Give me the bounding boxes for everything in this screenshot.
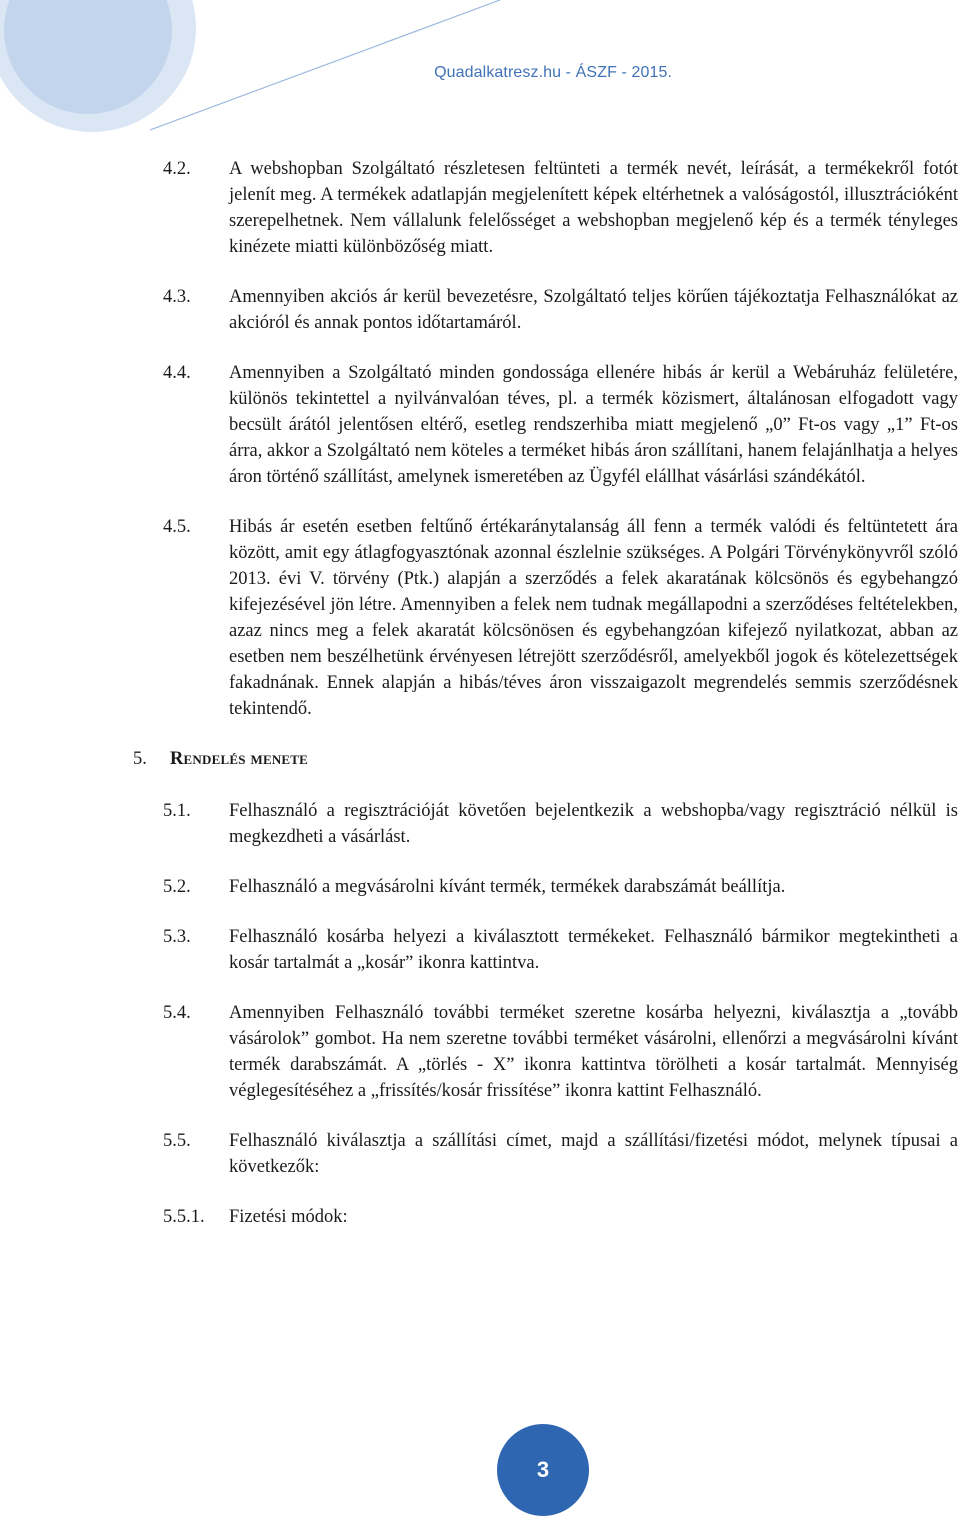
clause-number: 4.5. bbox=[163, 517, 191, 537]
clause-number: 5.5. bbox=[163, 1131, 191, 1151]
section-heading-5 bbox=[133, 746, 958, 772]
clause-5-5 bbox=[163, 1128, 958, 1180]
clause-5-5-1 bbox=[163, 1204, 958, 1230]
clause-text: Felhasználó a megvásárolni kívánt termék, termékek darabszámát beállítja. bbox=[229, 877, 786, 897]
clause-4-2 bbox=[163, 156, 958, 260]
clause-number: 5.4. bbox=[163, 1003, 191, 1023]
clause-text: Amennyiben Felhasználó további terméket szeretne kosárba helyezni, kiválasztja a „tovább vásárolok” gombot. Ha nem szeretne további terméket vásárolni, ellenőrzi a megvásárolni kívánt termék darabszámát. A „törlés - X” ikonra kattintva törölheti a kosár tartalmát. Mennyiség véglegesítéséhez a „frissítés/kosár frissítése” ikonra kattint Felhasználó. bbox=[229, 1003, 958, 1101]
clause-text: Felhasználó kosárba helyezi a kiválasztott termékeket. Felhasználó bármikor megtekintheti a kosár tartalmát a „kosár” ikonra kattintva. bbox=[229, 927, 958, 973]
clause-text: Amennyiben a Szolgáltató minden gondossága ellenére hibás ár kerül a Webáruház felületére, különös tekintettel a nyilvánvalóan téves, pl. a termék közismert, általánosan elfogadott vagy becsült árától jelentősen eltérő, esetleg rendszerhiba miatt megjelenő „0” Ft-os vagy „1” Ft-os árra, akkor a Szolgáltató nem köteles a terméket hibás áron szállítani, hanem felajánlhatja a helyes áron történő szállítást, amelynek ismeretében az Ügyfél elállhat vásárlási szándékától. bbox=[229, 363, 958, 487]
clause-text: Felhasználó kiválasztja a szállítási címet, majd a szállítási/fizetési módot, melynek típusai a következők: bbox=[229, 1131, 958, 1177]
clause-text: Fizetési módok: bbox=[229, 1207, 348, 1227]
header-decoration bbox=[0, 0, 960, 170]
clause-number: 5.1. bbox=[163, 801, 191, 821]
clause-5-2 bbox=[163, 874, 958, 900]
clause-text: Amennyiben akciós ár kerül bevezetésre, Szolgáltató teljes körűen tájékoztatja Felhasználókat az akcióról és annak pontos időtartamáról. bbox=[229, 287, 958, 333]
clause-text: Hibás ár esetén esetben feltűnő értékaránytalanság áll fenn a termék valódi és feltüntetett ára között, amit egy átlagfogyasztónak azonnal észlelnie szükséges. A Polgári Törvénykönyvről szóló 2013. évi V. törvény (Ptk.) alapján a szerződés a felek akaratának kölcsönös és egybehangzó kifejezésével jön létre. Amennyiben a felek nem tudnak megállapodni a szerződéses feltételekben, azaz nincs meg a felek akaratát kölcsönösen és egybehangzóan kifejező nyilatkozat, abban az esetben nem beszélhetünk érvényesen létrejött szerződésről, amelyekből jogok és kötelezettségek fakadnának. Ennek alapján a hibás/téves áron visszaigazolt megrendelés semmis szerződésnek tekintendő. bbox=[229, 517, 958, 719]
section-number: 5. bbox=[133, 749, 147, 769]
clause-number: 5.5.1. bbox=[163, 1207, 205, 1227]
clause-number: 4.4. bbox=[163, 363, 191, 383]
page-number-badge bbox=[497, 1424, 589, 1516]
clause-text: Felhasználó a regisztrációját követően bejelentkezik a webshopba/vagy regisztráció nélkül is megkezdheti a vásárlást. bbox=[229, 801, 958, 847]
clause-4-5 bbox=[163, 514, 958, 722]
clause-number: 4.2. bbox=[163, 159, 191, 179]
clause-5-3 bbox=[163, 924, 958, 976]
clause-5-4 bbox=[163, 1000, 958, 1104]
clause-number: 5.2. bbox=[163, 877, 191, 897]
clause-number: 5.3. bbox=[163, 927, 191, 947]
clause-4-4 bbox=[163, 360, 958, 490]
clause-4-3 bbox=[163, 284, 958, 336]
clause-5-1 bbox=[163, 798, 958, 850]
clause-number: 4.3. bbox=[163, 287, 191, 307]
page-number: 3 bbox=[536, 1457, 550, 1482]
header-title: Quadalkatresz.hu - ÁSZF - 2015. bbox=[434, 64, 672, 81]
document-body bbox=[133, 156, 958, 1254]
section-title: Rendelés menete bbox=[170, 749, 309, 769]
clause-text: A webshopban Szolgáltató részletesen feltünteti a termék nevét, leírását, a termékekről fotót jelenít meg. A termékek adatlapján megjelenített képek eltérhetnek a valóságostól, illusztrációként szerepelhetnek. Nem vállalunk felelősséget a webshopban megjelenő kép és a termék tényleges kinézete miatti különbözőség miatt. bbox=[229, 159, 958, 257]
